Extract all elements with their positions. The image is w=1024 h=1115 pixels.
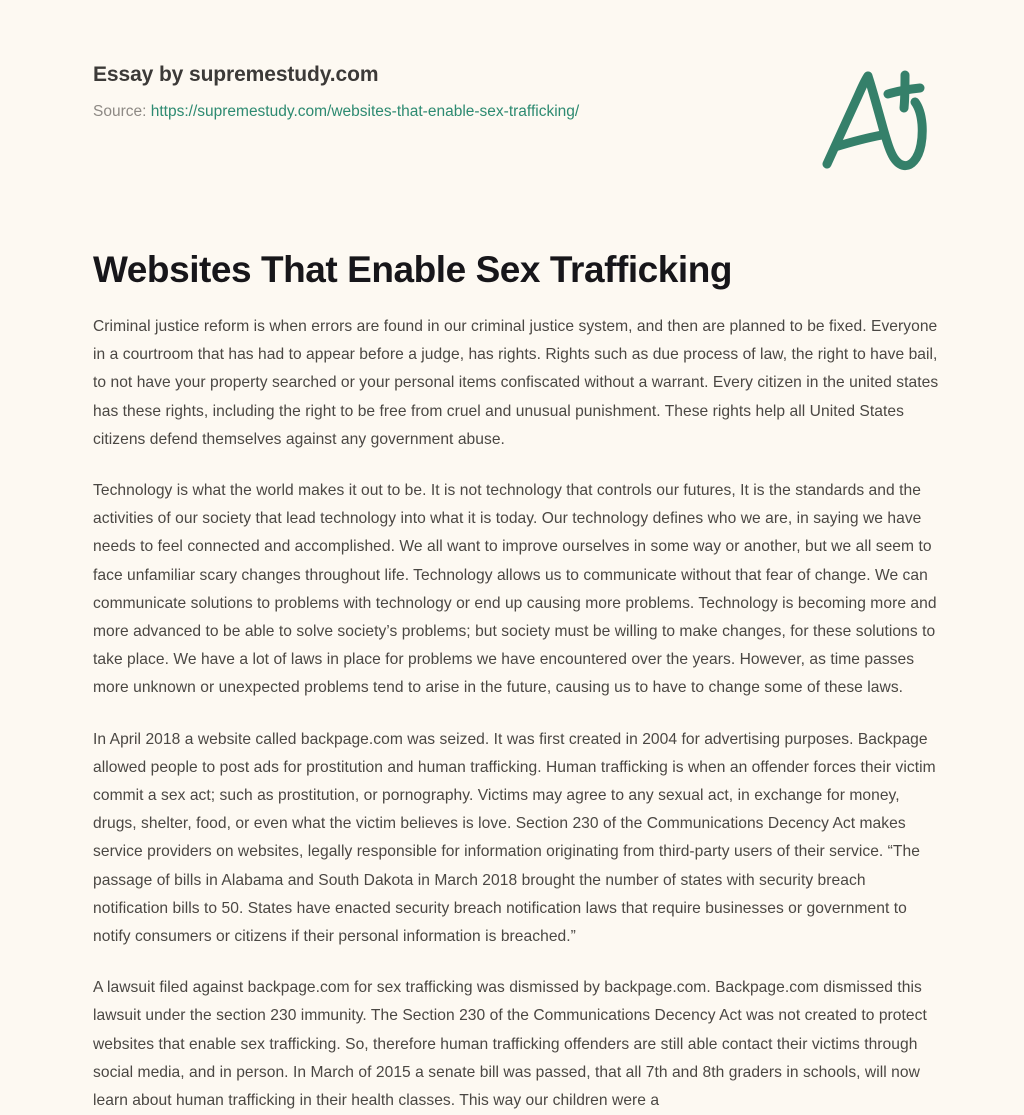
essay-body xyxy=(93,313,939,1115)
source-label: Source: xyxy=(93,103,147,121)
a-plus-logo xyxy=(812,58,938,182)
essay-byline: Essay by supremestudy.com xyxy=(93,63,379,86)
paragraph: In April 2018 a website called backpage.com was seized. It was first created in 2004 for advertising purposes. Backpage allowed people to post ads for prostitution and human trafficking. Human trafficking is when an offender forces their victim commit a sex act; such as prostitution, or pornography. Victims may agree to any sexual act, in exchange for money, drugs, shelter, food, or even what the victim believes is love. Section 230 of the Communications Decency Act makes service providers on websites, legally responsible for information originating from third-party users of their service. “The passage of bills in Alabama and South Dakota in March 2018 brought the number of states with security breach notification bills to 50. States have enacted security breach notification laws that require businesses or government to notify consumers or citizens if their personal information is breached.” xyxy=(93,730,936,946)
paragraph: Technology is what the world makes it out to be. It is not technology that controls our futures, It is the standards and the activities of our society that lead technology into what it is today. Our technology defines who we are, in saying we have needs to feel connected and accomplished. We all want to improve ourselves in some way or another, but we all seem to face unfamiliar scary changes throughout life. Technology allows us to communicate without that fear of change. We can communicate solutions to problems with technology or end up causing more problems. Technology is becoming more and more advanced to be able to solve society’s problems; but society must be willing to make changes, for these solutions to take place. We have a lot of laws in place for problems we have encountered over the years. However, as time passes more unknown or unexpected problems tend to arise in the future, causing us to have to change some of these laws. xyxy=(93,482,937,697)
paragraph: Criminal justice reform is when errors are found in our criminal justice system, and then are planned to be fixed. Everyone in a courtroom that has had to appear before a judge, has rights. Rights such as due process of law, the right to have bail, to not have your property searched or your personal items confiscated without a warrant. Every citizen in the united states has these rights, including the right to be free from cruel and unusual punishment. These rights help all United States citizens defend themselves against any government abuse. xyxy=(93,318,939,448)
a-plus-logo-icon xyxy=(812,58,938,182)
paragraph: A lawsuit filed against backpage.com for sex trafficking was dismissed by backpage.com. Backpage.com dismissed this lawsuit under the section 230 immunity. The Section 230 of the Communications Decency Act was not created to protect websites that enable sex trafficking. So, therefore human trafficking offenders are still able contact their victims through social media, and in person. In March of 2015 a senate bill was passed, that all 7th and 8th graders in schools, will now learn about human trafficking in their health classes. This way our children were a xyxy=(93,979,927,1110)
page-title: Websites That Enable Sex Trafficking xyxy=(93,249,733,290)
source-url-link[interactable]: https://supremestudy.com/websites-that-enable-sex-trafficking/ xyxy=(150,103,580,121)
